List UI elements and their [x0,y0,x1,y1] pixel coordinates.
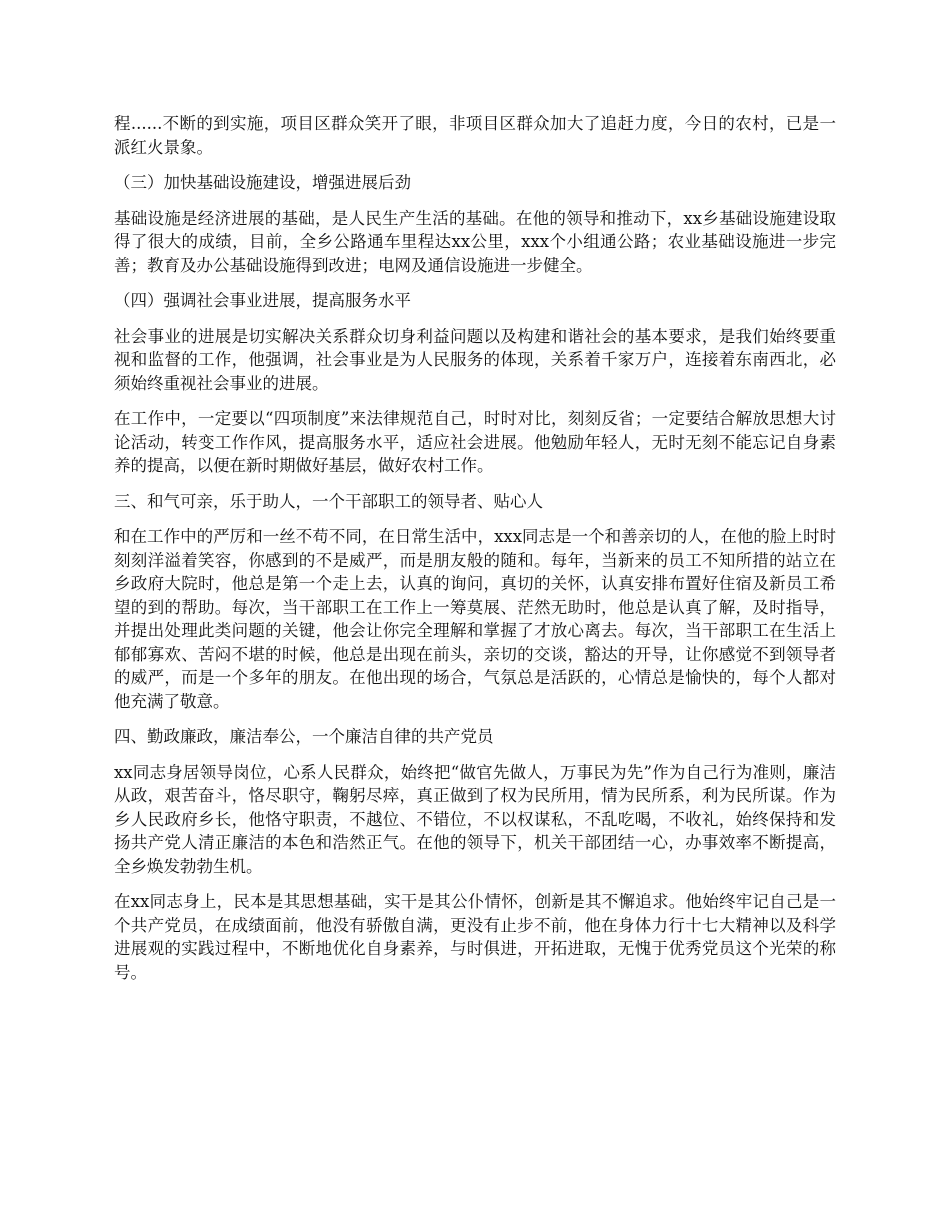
paragraph-social-affairs: 社会事业的进展是切实解决关系群众切身利益问题以及构建和谐社会的基本要求，是我们始终要重视和监督的工作，他强调，社会事业是为人民服务的体现，关系着千家万户，连接着东南西北，必须始终重视社会事业的进展。 [114,326,836,393]
section-heading-approachable: 三、和气可亲，乐于助人，一个干部职工的领导者、贴心人 [114,491,543,511]
paragraph-work-conduct: 在工作中，一定要以“四项制度”来法律规范自己，时时对比，刻刻反省；一定要结合解放思想大讨论活动，转变工作作风，提高服务水平，适应社会进展。他勉励年轻人，无时无刻不能忘记自身素养的提高，以便在新时期做好基层，做好农村工作。 [114,409,836,475]
paragraph-infrastructure: 基础设施是经济进展的基础，是人民生产生活的基础。在他的领导和推动下，xx乡基础设施建设取得了很大的成绩，目前，全乡公路通车里程达xx公里，xxx个小组通公路；农业基础设施进一步完善；教育及办公基础设施得到改进；电网及通信设施进一步健全。 [114,208,836,275]
section-heading-infrastructure: （三）加快基础设施建设，增强进展后劲 [114,173,411,192]
paragraph-continuation: 程......不断的到实施，项目区群众笑开了眼，非项目区群众加大了追赶力度，今日的农村，已是一派红火景象。 [114,114,836,157]
section-heading-integrity: 四、勤政廉政，廉洁奉公，一个廉洁自律的共产党员 [114,727,494,746]
paragraph-integrity: xx同志身居领导岗位，心系人民群众，始终把“做官先做人，万事民为先”作为自己行为准则，廉洁从政，艰苦奋斗，恪尽职守，鞠躬尽瘁，真正做到了权为民所用，情为民所系，利为民所谋。作为乡人民政府乡长，他恪守职责，不越位、不错位，不以权谋私，不乱吃喝，不收礼，始终保持和发扬共产党人清正廉洁的本色和浩然正气。在他的领导下，机关干部团结一心，办事效率不断提高，全乡焕发勃勃生机。 [114,762,836,876]
paragraph-conclusion: 在xx同志身上，民本是其思想基础，实干是其公仆情怀，创新是其不懈追求。他始终牢记自己是一个共产党员，在成绩面前，他没有骄傲自满，更没有止步不前，他在身体力行十七大精神以及科学进展观的实践过程中，不断地优化自身素养，与时俱进，开拓进取，无愧于优秀党员这个光荣的称号。 [114,892,836,982]
document-page [114,112,836,996]
section-heading-social-affairs: （四）强调社会事业进展，提高服务水平 [114,291,411,310]
paragraph-approachable: 和在工作中的严厉和一丝不苟不同，在日常生活中，xxx同志是一个和善亲切的人，在他的脸上时时刻刻洋溢着笑容，你感到的不是威严，而是朋友般的随和。每年，当新来的员工不知所措的站立在乡政府大院时，他总是第一个走上去，认真的询问，真切的关怀，认真安排布置好住宿及新员工希望的到的帮助。每次，当干部职工在工作上一筹莫展、茫然无助时，他总是认真了解，及时指导，并提出处理此类问题的关键，他会让你完全理解和掌握了才放心离去。每次，当干部职工在生活上郁郁寡欢、苦闷不堪的时候，他总是出现在前头，亲切的交谈，豁达的开导，让你感觉不到领导者的威严，而是一个多年的朋友。在他出现的场合，气氛总是活跃的，心情总是愉快的，每个人都对他充满了敬意。 [114,527,836,711]
